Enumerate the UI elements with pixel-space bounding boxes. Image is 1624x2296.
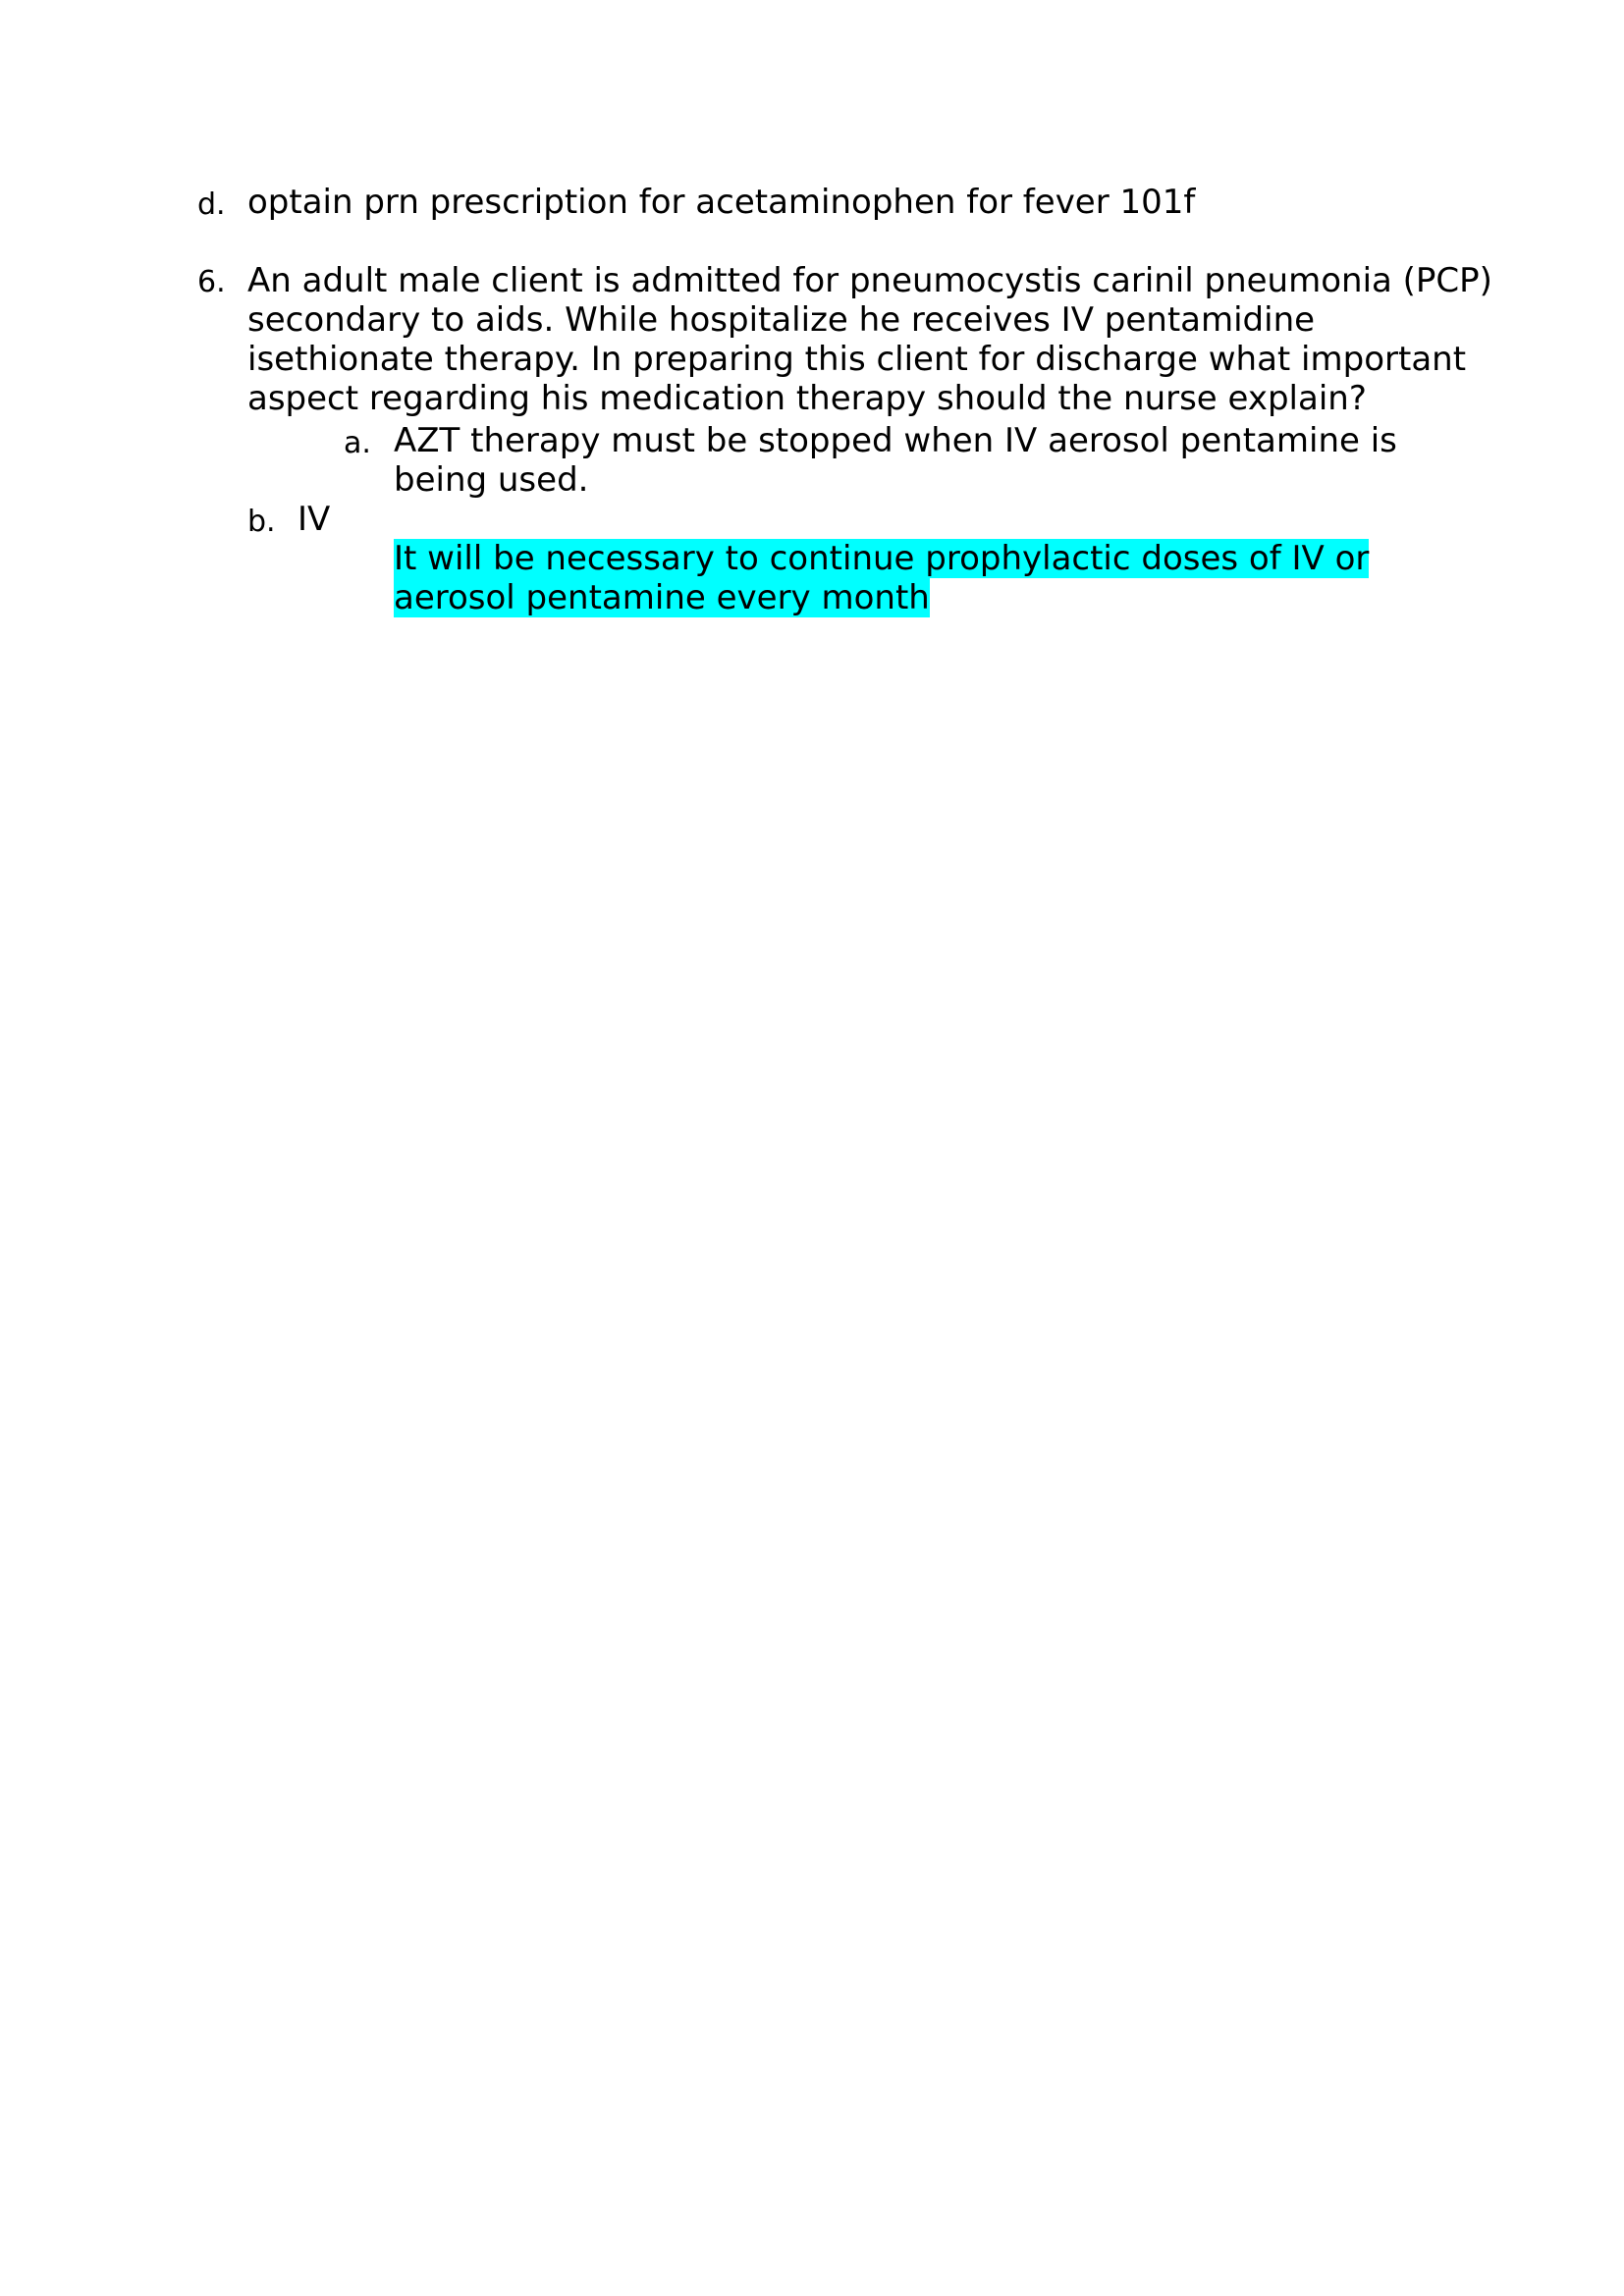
- option-a-text: [394, 421, 1397, 500]
- item-d-text: optain prn prescription for acetaminophen for fever 101f: [247, 183, 1196, 222]
- question-line: isethionate therapy. In preparing this client for discharge what important: [247, 340, 1467, 379]
- option-a-line: AZT therapy must be stopped when IV aerosol pentamine is: [394, 421, 1397, 460]
- question-line: An adult male client is admitted for pneumocystis carinil pneumonia (PCP): [247, 261, 1492, 300]
- option-a-line: being used.: [394, 460, 589, 500]
- list-marker-d: d.: [197, 187, 226, 222]
- question-line: secondary to aids. While hospitalize he receives IV pentamidine: [247, 300, 1316, 340]
- question-line: aspect regarding his medication therapy should the nurse explain?: [247, 379, 1367, 418]
- question-text: [247, 261, 1492, 418]
- highlighted-answer: [394, 539, 1369, 617]
- option-b-marker: b.: [247, 505, 276, 539]
- highlighted-answer-line: aerosol pentamine every month: [394, 578, 930, 617]
- option-b-text: IV: [298, 500, 331, 539]
- question-number: 6.: [197, 265, 226, 299]
- highlighted-answer-line: It will be necessary to continue prophylactic doses of IV or: [394, 539, 1370, 578]
- option-a-marker: a.: [344, 426, 371, 460]
